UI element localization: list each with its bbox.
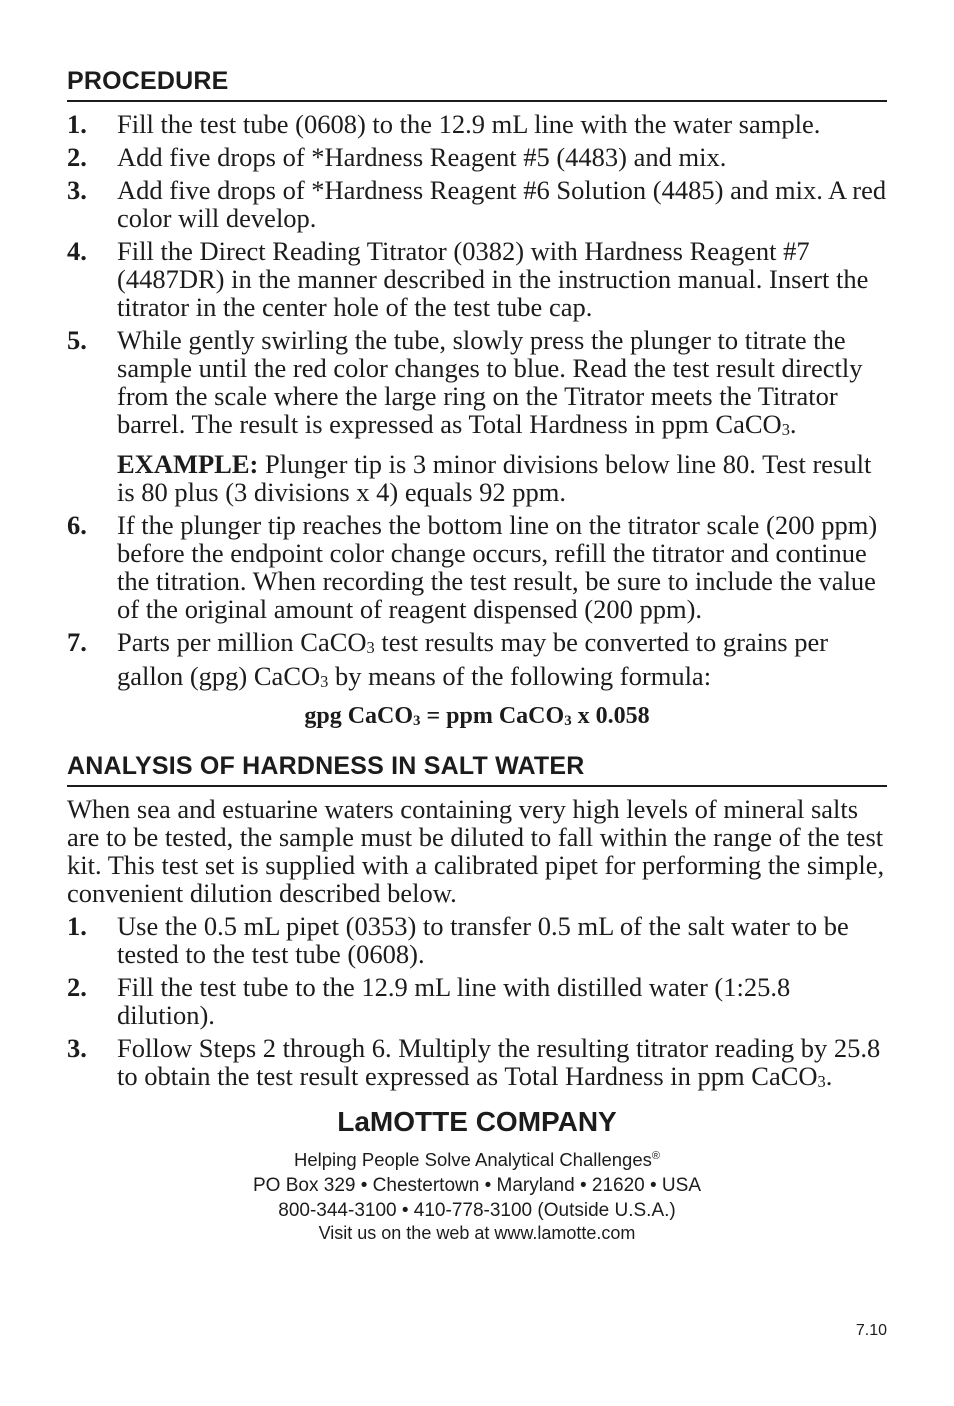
registered-mark: ® <box>651 1150 660 1162</box>
procedure-step: 6. If the plunger tip reaches the bottom line on the titrator scale (200 ppm) before the endpoint color change occurs, refill the titrator and continue the titration. When recording the test result, be sure to include the value of the original amount of reagent dispensed (200 ppm). <box>67 510 878 624</box>
salt-water-step: 2. Fill the test tube to the 12.9 mL line with distilled water (1:25.8 dilution). <box>67 972 791 1030</box>
procedure-step: 3. Add five drops of *Hardness Reagent #6 Solution (4485) and mix. A red color will develop. <box>67 175 887 233</box>
procedure-step: 2. Add five drops of *Hardness Reagent #5 (4483) and mix. <box>67 142 727 172</box>
procedure-step: 1. Fill the test tube (0608) to the 12.9 mL line with the water sample. <box>67 109 821 139</box>
salt-water-steps <box>67 912 887 1096</box>
procedure-step: 4. Fill the Direct Reading Titrator (0382) with Hardness Reagent #7 (4487DR) in the manner described in the instruction manual. Insert the titrator in the center hole of the test tube cap. <box>67 236 869 322</box>
salt-water-step: 1. Use the 0.5 mL pipet (0353) to transfer 0.5 mL of the salt water to be tested to the test tube (0608). <box>67 911 849 969</box>
company-footer <box>67 1106 887 1244</box>
salt-water-intro: When sea and estuarine waters containing very high levels of mineral salts are to be tested, the sample must be diluted to fall within the range of the test kit. This test set is supplied with a calibrated pipet for performing the simple, convenient dilution described below. <box>67 794 885 908</box>
company-address: PO Box 329 • Chestertown • Maryland • 21620 • USA <box>253 1175 701 1197</box>
conversion-formula: gpg CaCO$_3$ = ppm CaCO$_3$ x 0.058 <box>304 703 650 729</box>
procedure-step: 5. While gently swirling the tube, slowly press the plunger to titrate the sample until the red color changes to blue. Read the test result directly from the scale where the large ring on the Titrator meets the Titrator barrel. The result is expressed as Total Hardness in ppm CaCO$_3$. EXAMPLE: Plunger tip is 3 minor divisions below line 80. Test result is 80 plus (3 divisions x 4) equals 92 ppm. <box>67 326 887 506</box>
procedure-steps <box>67 110 887 696</box>
procedure-step: 7. Parts per million CaCO$_3$ test results may be converted to grains per gallon (gpg) CaCO$_3$ by means of the following formula: <box>67 627 829 691</box>
company-tagline: Helping People Solve Analytical Challenges® <box>293 1149 660 1171</box>
company-phone: 800-344-3100 • 410-778-3100 (Outside U.S.A.) <box>278 1200 676 1222</box>
example-label: EXAMPLE: <box>117 449 259 479</box>
document-page <box>67 64 887 1244</box>
example-note: EXAMPLE: Plunger tip is 3 minor divisions below line 80. Test result is 80 plus (3 divisions x 4) equals 92 ppm. <box>117 449 872 507</box>
salt-water-heading: ANALYSIS OF HARDNESS IN SALT WATER <box>67 749 887 787</box>
procedure-heading: PROCEDURE <box>67 64 887 102</box>
salt-water-step: 3. Follow Steps 2 through 6. Multiply the resulting titrator reading by 25.8 to obtain the test result expressed as Total Hardness in ppm CaCO$_3$. <box>67 1033 881 1091</box>
page-number: 7.10 <box>855 1322 887 1339</box>
company-website: Visit us on the web at www.lamotte.com <box>318 1223 636 1244</box>
company-name: LaMOTTE COMPANY <box>337 1106 617 1137</box>
